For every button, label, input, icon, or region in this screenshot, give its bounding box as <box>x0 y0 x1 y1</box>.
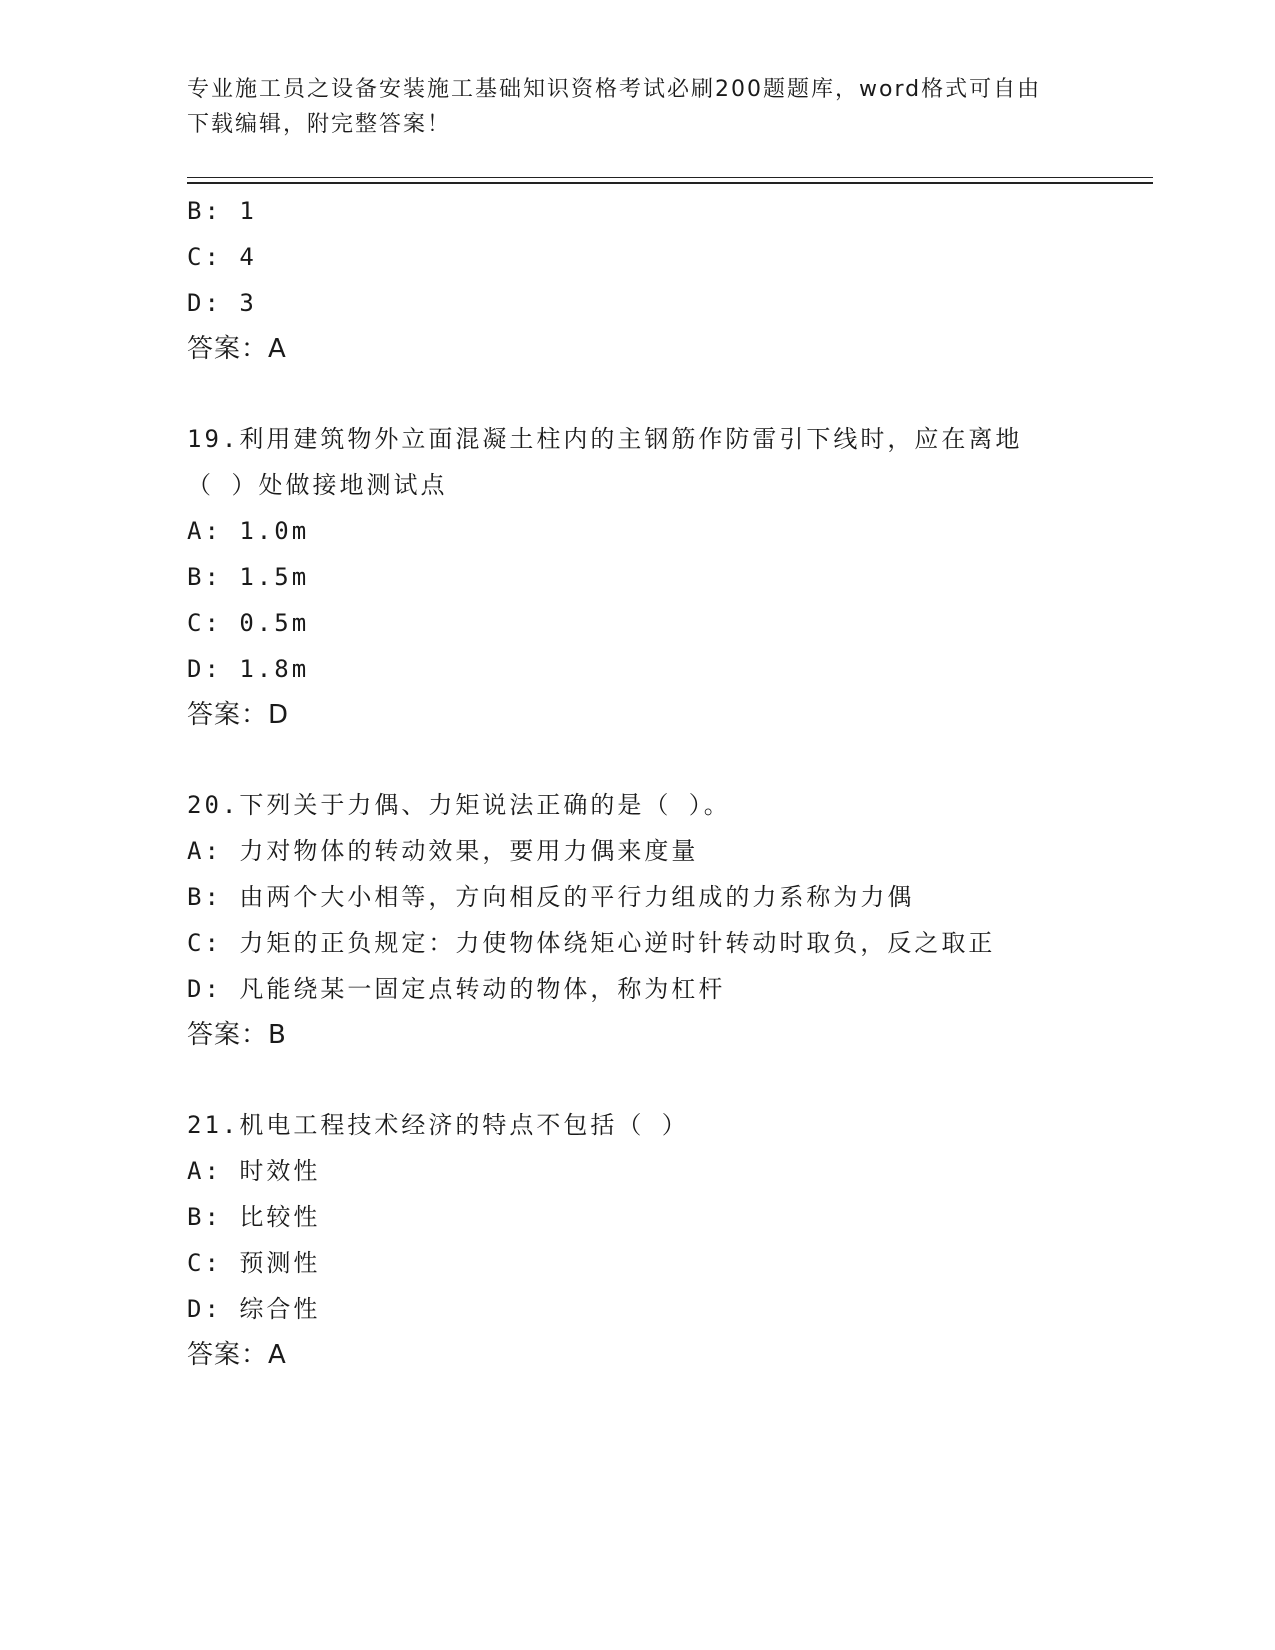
answer-line: 答案：A <box>187 334 287 364</box>
document-header <box>187 72 1087 142</box>
option-d: D: 凡能绕某一固定点转动的物体，称为杠杆 <box>187 975 726 1003</box>
option-a: A: 力对物体的转动效果，要用力偶来度量 <box>187 837 699 865</box>
option-d: D: 1.8m <box>187 655 310 683</box>
option-c: C: 力矩的正负规定：力使物体绕矩心逆时针转动时取负，反之取正 <box>187 929 996 957</box>
option-b: B: 1 <box>187 197 257 225</box>
question-text: 21.机电工程技术经济的特点不包括（ ） <box>187 1111 689 1139</box>
header-divider-thin <box>187 177 1153 178</box>
option-a: A: 1.0m <box>187 517 310 545</box>
question-text-continued: （ ）处做接地测试点 <box>187 471 448 499</box>
option-a: A: 时效性 <box>187 1157 321 1185</box>
option-b: B: 1.5m <box>187 563 310 591</box>
question-21 <box>187 1102 1137 1378</box>
option-c: C: 0.5m <box>187 609 310 637</box>
header-divider-thick <box>187 182 1153 184</box>
header-line-2: 下载编辑，附完整答案！ <box>187 112 452 137</box>
option-b: B: 比较性 <box>187 1203 321 1231</box>
question-text: 20.下列关于力偶、力矩说法正确的是（ ）。 <box>187 791 731 819</box>
question-text: 19.利用建筑物外立面混凝土柱内的主钢筋作防雷引下线时，应在离地 <box>187 425 1023 453</box>
option-c: C: 预测性 <box>187 1249 321 1277</box>
answer-line: 答案：D <box>187 700 290 730</box>
question-19 <box>187 416 1137 738</box>
question-fragment <box>187 188 1137 372</box>
option-d: D: 综合性 <box>187 1295 321 1323</box>
question-20 <box>187 782 1137 1058</box>
header-line-1: 专业施工员之设备安装施工基础知识资格考试必刷200题题库，word格式可自由 <box>187 77 1042 102</box>
option-c: C: 4 <box>187 243 257 271</box>
question-list <box>187 188 1137 1378</box>
answer-line: 答案：B <box>187 1020 287 1050</box>
option-b: B: 由两个大小相等，方向相反的平行力组成的力系称为力偶 <box>187 883 915 911</box>
answer-line: 答案：A <box>187 1340 287 1370</box>
option-d: D: 3 <box>187 289 257 317</box>
